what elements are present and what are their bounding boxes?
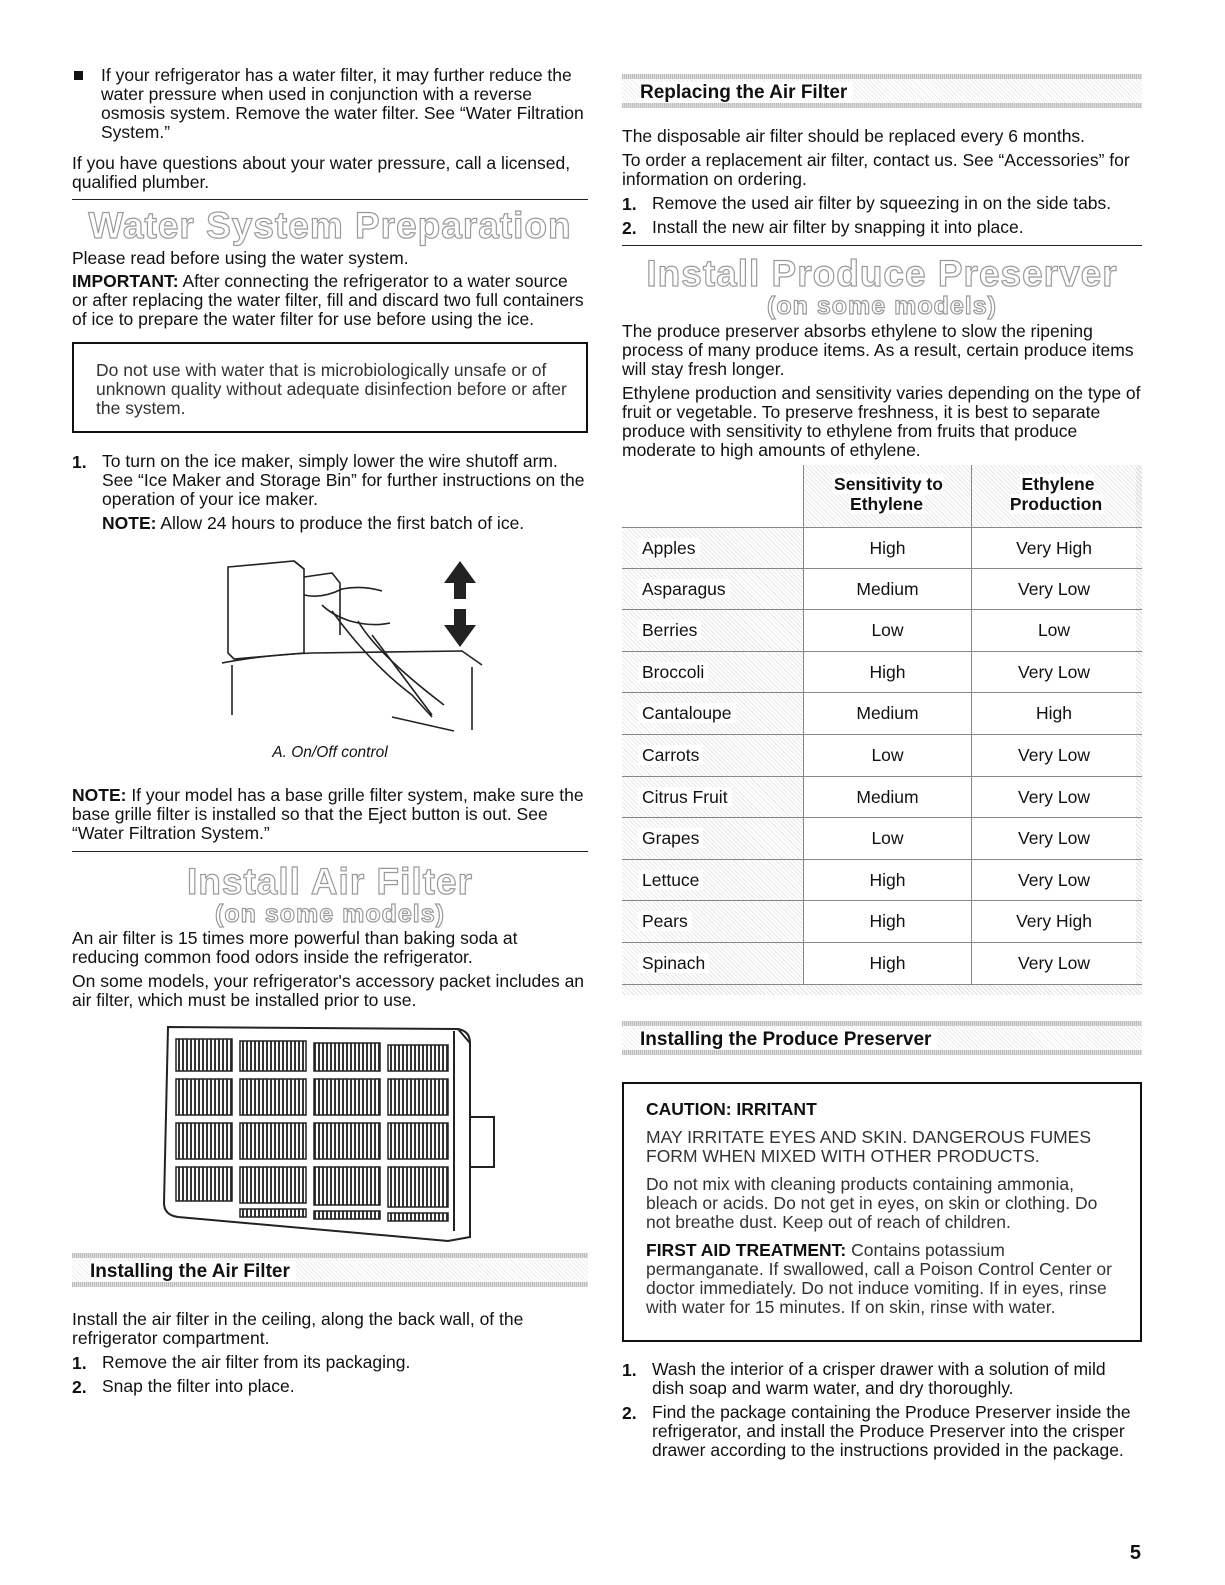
table-shading-bottom — [622, 985, 1142, 995]
base-grille-note — [72, 786, 588, 843]
table-row — [622, 527, 1142, 569]
table-row — [622, 569, 1142, 611]
replacing-air-filter-heading: Replacing the Air Filter — [640, 82, 853, 104]
replacing-para-1: The disposable air filter should be replaced every 6 months. — [622, 126, 1086, 146]
produce-name-cell — [622, 943, 803, 984]
step-text: Snap the filter into place. — [102, 1376, 295, 1396]
produce-name: Grapes — [638, 828, 703, 848]
page-number: 5 — [1129, 1542, 1141, 1564]
table-row — [622, 901, 1142, 943]
produce-name: Berries — [638, 620, 701, 640]
step-number: 2. — [72, 1377, 87, 1397]
water-intro: Please read before using the water system. — [72, 248, 409, 268]
production-cell: Very Low — [971, 860, 1142, 901]
produce-name: Citrus Fruit — [638, 787, 732, 807]
sensitivity-cell: High — [803, 652, 971, 693]
sensitivity-cell: Medium — [803, 693, 971, 734]
arrow-down-icon — [444, 609, 476, 647]
air-filter-para-2: On some models, your refrigerator's accessory packet includes an air filter, which must be installed prior to use. — [72, 971, 585, 1010]
produce-name: Asparagus — [638, 579, 730, 599]
production-cell: Very Low — [971, 943, 1142, 984]
caution-text-1: MAY IRRITATE EYES AND SKIN. DANGEROUS FUMES FORM WHEN MIXED WITH OTHER PRODUCTS. — [646, 1127, 1092, 1166]
installing-air-filter-subheader — [72, 1253, 588, 1287]
produce-name-cell — [622, 818, 803, 859]
caution-box — [622, 1082, 1142, 1342]
install-produce-preserver-heading: Install Produce Preserver — [646, 253, 1118, 294]
table-header-production — [971, 465, 1142, 527]
ice-maker-illustration — [222, 555, 522, 735]
table-row — [622, 860, 1142, 902]
plumber-paragraph: If you have questions about your water pressure, call a licensed, qualified plumber. — [72, 153, 571, 192]
installing-air-filter-heading: Installing the Air Filter — [90, 1261, 296, 1283]
water-warning-text: Do not use with water that is microbiologically unsafe or of unknown quality without adequate disinfection before or after the system. — [96, 360, 567, 418]
table-header-sensitivity — [803, 465, 971, 527]
production-cell: Very Low — [971, 818, 1142, 859]
water-step-1 — [72, 452, 588, 509]
step-number: 1. — [72, 452, 87, 472]
section-divider — [72, 199, 588, 200]
first-aid-label: FIRST AID TREATMENT: — [646, 1240, 847, 1260]
sensitivity-cell: High — [803, 901, 971, 942]
step-text: Find the package containing the Produce Preserver inside the refrigerator, and install the Produce Preserver into the crisper drawer according to the instructions provided in the package. — [652, 1402, 1131, 1460]
produce-name-cell — [622, 860, 803, 901]
produce-name: Lettuce — [638, 870, 703, 890]
bullet-square-icon — [74, 71, 83, 80]
produce-step-2 — [622, 1403, 1142, 1460]
table-row — [622, 818, 1142, 860]
sensitivity-cell: Low — [803, 610, 971, 651]
produce-name-cell — [622, 693, 803, 734]
produce-name: Cantaloupe — [638, 703, 736, 723]
sensitivity-cell: Low — [803, 735, 971, 776]
step-number: 1. — [622, 194, 637, 214]
air-filter-step-2 — [72, 1377, 588, 1396]
sensitivity-cell: High — [803, 943, 971, 984]
first-aid-paragraph — [646, 1241, 1124, 1317]
section-divider — [622, 245, 1142, 246]
table-row — [622, 777, 1142, 819]
important-text: After connecting the refrigerator to a water source or after replacing the water filter, fill and discard two full containers of ice to prepare the water filter for use before using the ice. — [72, 271, 584, 329]
water-system-heading: Water System Preparation — [88, 205, 572, 246]
air-filter-step-1 — [72, 1353, 588, 1372]
installing-produce-preserver-subheader — [622, 1021, 1142, 1055]
sensitivity-cell: Medium — [803, 777, 971, 818]
step-text: Remove the used air filter by squeezing in on the side tabs. — [652, 193, 1112, 213]
sensitivity-cell: Low — [803, 818, 971, 859]
install-air-filter-heading: Install Air Filter — [187, 861, 473, 902]
sensitivity-cell: High — [803, 860, 971, 901]
produce-subheading: (on some models) — [767, 292, 997, 320]
replacing-para-2: To order a replacement air filter, contact us. See “Accessories” for information on ordering. — [622, 150, 1130, 189]
header-label: Sensitivity to Ethylene — [834, 474, 943, 514]
produce-para-2: Ethylene production and sensitivity varies depending on the type of fruit or vegetable. To preserve freshness, it is best to separate produce with sensitivity to ethylene from fruits that produce moderate to high amounts of ethylene. — [622, 383, 1141, 460]
step-text: Remove the air filter from its packaging. — [102, 1352, 411, 1372]
produce-name-cell — [622, 901, 803, 942]
step-text: Install the new air filter by snapping it into place. — [652, 217, 1024, 237]
section-divider — [72, 851, 588, 852]
produce-name-cell — [622, 569, 803, 610]
caution-text-2: Do not mix with cleaning products containing ammonia, bleach or acids. Do not get in eyes, on skin or clothing. Do not breathe dust. Keep out of reach of children. — [646, 1174, 1098, 1232]
production-cell: Very Low — [971, 735, 1142, 776]
installing-air-filter-text: Install the air filter in the ceiling, along the back wall, of the refrigerator compartment. — [72, 1309, 524, 1348]
table-row — [622, 652, 1142, 694]
produce-name-cell — [622, 777, 803, 818]
first-aid-text: Contains potassium permanganate. If swallowed, call a Poison Control Center or doctor immediately. Do not induce vomiting. If in eyes, rinse with water for 15 minutes. If on skin, rinse with water. — [646, 1240, 1112, 1317]
produce-name: Pears — [638, 911, 692, 931]
air-filter-illustration — [158, 1017, 518, 1247]
production-cell: Very High — [971, 901, 1142, 942]
produce-name: Spinach — [638, 953, 709, 973]
step-number: 2. — [622, 218, 637, 238]
production-cell: Very Low — [971, 569, 1142, 610]
note-text: Allow 24 hours to produce the first batch of ice. — [156, 513, 525, 533]
table-row — [622, 610, 1142, 652]
replacing-step-2 — [622, 218, 1142, 237]
produce-para-1: The produce preserver absorbs ethylene to slow the ripening process of many produce items. As a result, certain produce items will stay fresh longer. — [622, 321, 1134, 379]
produce-name-cell — [622, 610, 803, 651]
step-text: Wash the interior of a crisper drawer with a solution of mild dish soap and warm water, and dry thoroughly. — [652, 1359, 1106, 1398]
produce-name: Carrots — [638, 745, 703, 765]
replacing-air-filter-subheader — [622, 74, 1142, 108]
production-cell: Very High — [971, 528, 1142, 569]
produce-name: Apples — [638, 538, 700, 558]
figure-caption: A. On/Off control — [272, 744, 388, 761]
produce-name: Broccoli — [638, 662, 708, 682]
installing-produce-preserver-heading: Installing the Produce Preserver — [640, 1029, 937, 1051]
step-number: 2. — [622, 1403, 637, 1423]
production-cell: High — [971, 693, 1142, 734]
bullet-water-filter — [72, 66, 588, 142]
ice-note — [102, 514, 588, 533]
production-cell: Very Low — [971, 777, 1142, 818]
header-label: Ethylene Production — [1009, 474, 1103, 514]
sensitivity-cell: High — [803, 528, 971, 569]
note-label: NOTE: — [72, 785, 127, 805]
step-text: To turn on the ice maker, simply lower the wire shutoff arm. See “Ice Maker and Storage Bin” for further instructions on the operation of your ice maker. — [102, 451, 585, 509]
air-filter-para-1: An air filter is 15 times more powerful than baking soda at reducing common food odors inside the refrigerator. — [72, 928, 518, 967]
step-number: 1. — [72, 1353, 87, 1373]
sensitivity-cell: Medium — [803, 569, 971, 610]
important-label: IMPORTANT: — [72, 271, 179, 291]
produce-name-cell — [622, 652, 803, 693]
bullet-text: If your refrigerator has a water filter, it may further reduce the water pressure when used in conjunction with a reverse osmosis system. Remove the water filter. See “Water Filtration System.” — [101, 65, 584, 142]
table-shading-edge — [1136, 465, 1142, 985]
note-label: NOTE: — [102, 513, 157, 533]
production-cell: Very Low — [971, 652, 1142, 693]
arrow-up-icon — [444, 561, 476, 599]
caution-title: CAUTION: IRRITANT — [646, 1099, 817, 1119]
produce-step-1 — [622, 1360, 1142, 1398]
table-row — [622, 943, 1142, 985]
replacing-step-1 — [622, 194, 1142, 213]
note-text: If your model has a base grille filter system, make sure the base grille filter is installed so that the Eject button is out. See “Water Filtration System.” — [72, 785, 584, 843]
production-cell: Low — [971, 610, 1142, 651]
produce-name-cell — [622, 735, 803, 776]
step-number: 1. — [622, 1360, 637, 1380]
water-warning-box — [72, 342, 588, 433]
table-row — [622, 735, 1142, 777]
air-filter-subheading: (on some models) — [215, 900, 445, 928]
produce-name-cell — [622, 528, 803, 569]
important-paragraph — [72, 272, 588, 329]
table-row — [622, 693, 1142, 735]
